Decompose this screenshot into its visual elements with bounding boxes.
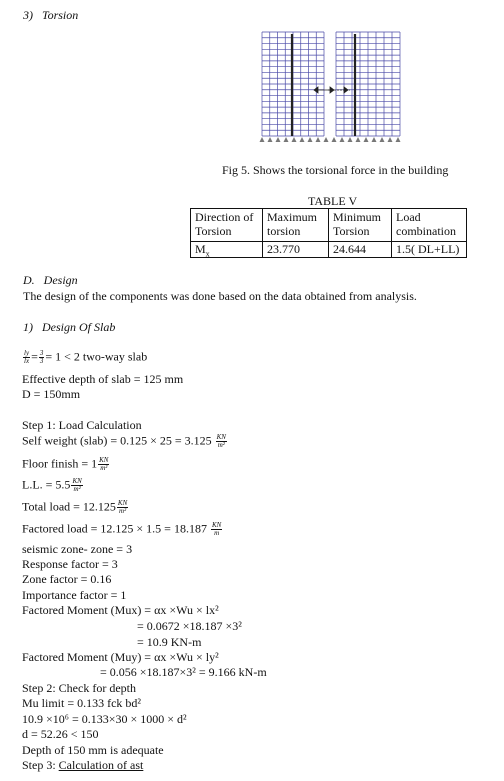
mu-limit: Mu limit = 0.133 fck bd² <box>22 696 142 710</box>
section-1-label: 1) <box>23 320 33 334</box>
total-load: Total load = 12.125 $\frac{KN}{\text{m²}}$ <box>22 499 128 515</box>
effective-depth: Effective depth of slab = 125 mm <box>22 372 184 386</box>
overall-depth: D = 150mm <box>22 387 81 401</box>
importance-factor: Importance factor = 1 <box>22 588 127 602</box>
section-d-title: Design <box>43 273 78 287</box>
header-minimum: Minimum Torsion <box>329 209 392 242</box>
d-result: d = 52.26 < 150 <box>22 727 99 741</box>
cell-combo: 1.5( DL+LL) <box>392 242 467 258</box>
cell-direction: $M_x$ <box>191 242 263 258</box>
building-torsion-figure <box>258 28 473 154</box>
header-combination: Load combination <box>392 209 467 242</box>
step-1-title: Step 1: Load Calculation <box>22 418 142 432</box>
kn-per-m2: $\frac{KN}{\text{m²}}$ <box>72 477 82 493</box>
mux-line-1: Factored Moment (Mux) = αx ×Wu × lx² <box>22 603 219 617</box>
depth-equation: 10.9 ×10⁶ = 0.133×30 × 1000 × d² <box>22 712 187 726</box>
self-weight: Self weight (slab) = 0.125 × 25 = 3.125 $\frac{KN}{\text{m²}}$ <box>22 433 226 449</box>
torsion-arrows <box>314 87 350 93</box>
mux-line-2: = 0.0672 ×18.187 ×3² <box>137 619 242 633</box>
section-3-title: Torsion <box>42 8 79 22</box>
step-3-link: Calculation of ast <box>58 758 144 772</box>
right-frame <box>336 32 400 136</box>
kn-per-m2: $\frac{KN}{\text{m²}}$ <box>117 499 128 515</box>
step-3-title: Step 3: Calculation of ast <box>22 758 144 772</box>
table-title: TABLE V <box>308 194 358 208</box>
muy-line-2: = 0.056 ×18.187×3² = 9.166 kN-m <box>100 665 267 679</box>
figure-caption: Fig 5. Shows the torsional force in the building <box>222 163 449 177</box>
factored-load: Factored load = 12.125 × 1.5 = 18.187 $\frac{KN}{m}$ <box>22 521 222 537</box>
table-header-row <box>191 209 467 242</box>
three-over-three: $\frac{3}{3}$ <box>39 349 44 365</box>
header-direction: Direction of Torsion <box>191 209 263 242</box>
seismic-zone: seismic zone- zone = 3 <box>22 542 133 556</box>
floor-finish: Floor finish = 1 $\frac{KN}{\text{m²}}$ <box>22 456 109 472</box>
mux-line-3: = 10.9 KN-m <box>137 635 202 649</box>
section-3-number: 3) <box>23 8 33 22</box>
section-1-heading <box>23 321 115 333</box>
depth-adequate: Depth of 150 mm is adequate <box>22 743 164 757</box>
kn-per-m2: $\frac{KN}{\text{m²}}$ <box>99 456 109 472</box>
step-2-title: Step 2: Check for depth <box>22 681 136 695</box>
kn-per-m2: $\frac{KN}{\text{m²}}$ <box>216 433 226 449</box>
kn-per-m: $\frac{KN}{m}$ <box>211 521 222 537</box>
section-d-heading <box>23 274 78 286</box>
section-d-text: The design of the components was done based on the data obtained from analysis. <box>23 289 417 303</box>
torsion-table <box>190 208 467 258</box>
table-row <box>191 242 467 258</box>
zone-factor: Zone factor = 0.16 <box>22 572 112 586</box>
muy-line-1: Factored Moment (Muy) = αx ×Wu × ly² <box>22 650 219 664</box>
cell-min: 24.644 <box>329 242 392 258</box>
section-3-heading <box>23 9 78 21</box>
cell-max: 23.770 <box>263 242 329 258</box>
response-factor: Response factor = 3 <box>22 557 118 571</box>
ly-over-lx: $\frac{ly}{lx}$ <box>24 349 30 365</box>
ratio-line: $\frac{ly}{lx}$ = $\frac{3}{3}$ = 1 < 2 two-way slab <box>24 349 148 365</box>
base-supports <box>260 137 401 142</box>
live-load: L.L. = 5.5 $\frac{KN}{\text{m²}}$ <box>22 477 82 493</box>
section-d-label: D. <box>23 273 35 287</box>
header-maximum: Maximum torsion <box>263 209 329 242</box>
section-1-title: Design Of Slab <box>42 320 116 334</box>
